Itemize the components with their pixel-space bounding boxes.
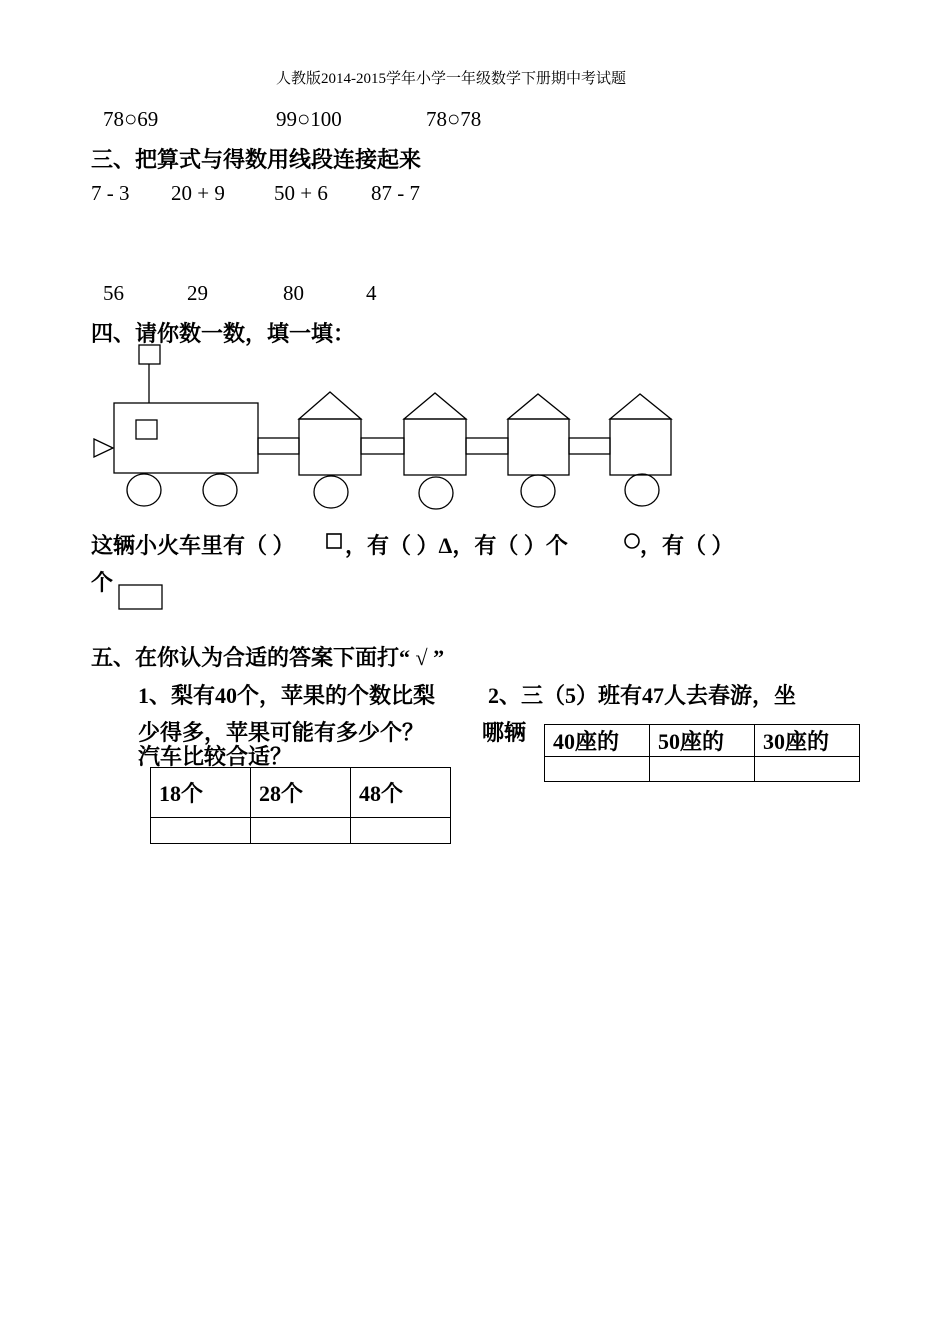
- rectangle-shape-icon: [119, 585, 162, 609]
- front-triangle: [94, 439, 113, 457]
- result-3[interactable]: 80: [283, 281, 304, 305]
- compare-right: 78: [460, 107, 482, 131]
- q2-option-label: 50座的: [650, 725, 755, 757]
- wheel-circle: [625, 474, 659, 506]
- q2-option-label: 30座的: [755, 725, 860, 757]
- chimney-square: [139, 345, 160, 364]
- coupler: [258, 438, 299, 454]
- compare-circle[interactable]: ○: [124, 106, 138, 131]
- count-circles-text: ，有（ ）个: [452, 533, 568, 558]
- car-body: [508, 419, 569, 475]
- q2-options-table: [544, 724, 860, 782]
- result-1[interactable]: 56: [103, 281, 124, 305]
- count-fill-line-part2: [345, 529, 568, 560]
- coupler: [361, 438, 404, 454]
- result-4[interactable]: 4: [366, 281, 377, 305]
- compare-left: 78: [103, 107, 124, 131]
- section3-title: 三、把算式与得数用线段连接起来: [91, 147, 422, 172]
- triangle-symbol: Δ: [438, 533, 453, 558]
- q1-option-label: 48个: [351, 768, 451, 818]
- compare-circle[interactable]: ○: [447, 106, 461, 131]
- q1-answer-cell[interactable]: [151, 818, 251, 844]
- wheel-circle: [521, 475, 555, 507]
- car-roof-triangle: [610, 394, 671, 419]
- q1-option-label: 28个: [251, 768, 351, 818]
- car-body: [404, 419, 466, 475]
- q2-answer-cell[interactable]: [650, 757, 755, 782]
- engine-window: [136, 420, 157, 439]
- wheel-circle: [203, 474, 237, 506]
- expression-1[interactable]: 7 - 3: [91, 181, 130, 205]
- q2-answer-cell[interactable]: [755, 757, 860, 782]
- q1-line2: 少得多，苹果可能有多少个？: [138, 720, 425, 745]
- q1-options-table: [150, 767, 451, 844]
- compare-circle[interactable]: ○: [297, 106, 311, 131]
- square-icon: [327, 534, 341, 548]
- count-fill-line2: 个: [91, 570, 114, 595]
- car-roof-triangle: [404, 393, 466, 419]
- count-triangles-text: ，有（ ）: [345, 533, 439, 558]
- wheel-circle: [419, 477, 453, 509]
- section5-title: 五、在你认为合适的答案下面打“ √ ”: [91, 645, 445, 670]
- compare-right: 69: [137, 107, 159, 131]
- q2-answer-cell[interactable]: [545, 757, 650, 782]
- coupler: [569, 438, 610, 454]
- q2-line2b: 汽车比较合适？: [138, 744, 293, 769]
- q1-option-label: 18个: [151, 768, 251, 818]
- section4-title: 四、请你数一数，填一填：: [91, 321, 356, 346]
- compare-left: 99: [276, 107, 297, 131]
- car-roof-triangle: [299, 392, 361, 419]
- result-2[interactable]: 29: [187, 281, 208, 305]
- q2-option-label: 40座的: [545, 725, 650, 757]
- coupler: [466, 438, 508, 454]
- compare-left: 78: [426, 107, 447, 131]
- count-squares-text: 这辆小火车里有（ ）: [91, 533, 295, 558]
- circle-icon: [625, 534, 639, 548]
- q1-answer-cell[interactable]: [251, 818, 351, 844]
- expression-3[interactable]: 50 + 6: [274, 181, 328, 205]
- q2-line2a: 哪辆: [482, 720, 527, 745]
- page-header: 人教版2014-2015学年小学一年级数学下册期中考试题: [276, 71, 626, 87]
- count-rectangles-text: ，有（ ）: [640, 533, 734, 558]
- q1-answer-cell[interactable]: [351, 818, 451, 844]
- wheel-circle: [314, 476, 348, 508]
- expression-2[interactable]: 20 + 9: [171, 181, 225, 205]
- q2-line1: 2、三（5）班有47人去春游，坐: [488, 683, 797, 708]
- q1-line1: 1、梨有40个，苹果的个数比梨: [138, 683, 436, 708]
- compare-right: 100: [310, 107, 342, 131]
- count-fill-line: [91, 529, 295, 560]
- car-body: [610, 419, 671, 475]
- car-roof-triangle: [508, 394, 569, 419]
- expression-4[interactable]: 87 - 7: [371, 181, 420, 205]
- car-body: [299, 419, 361, 475]
- wheel-circle: [127, 474, 161, 506]
- count-fill-line-part3: [640, 529, 734, 560]
